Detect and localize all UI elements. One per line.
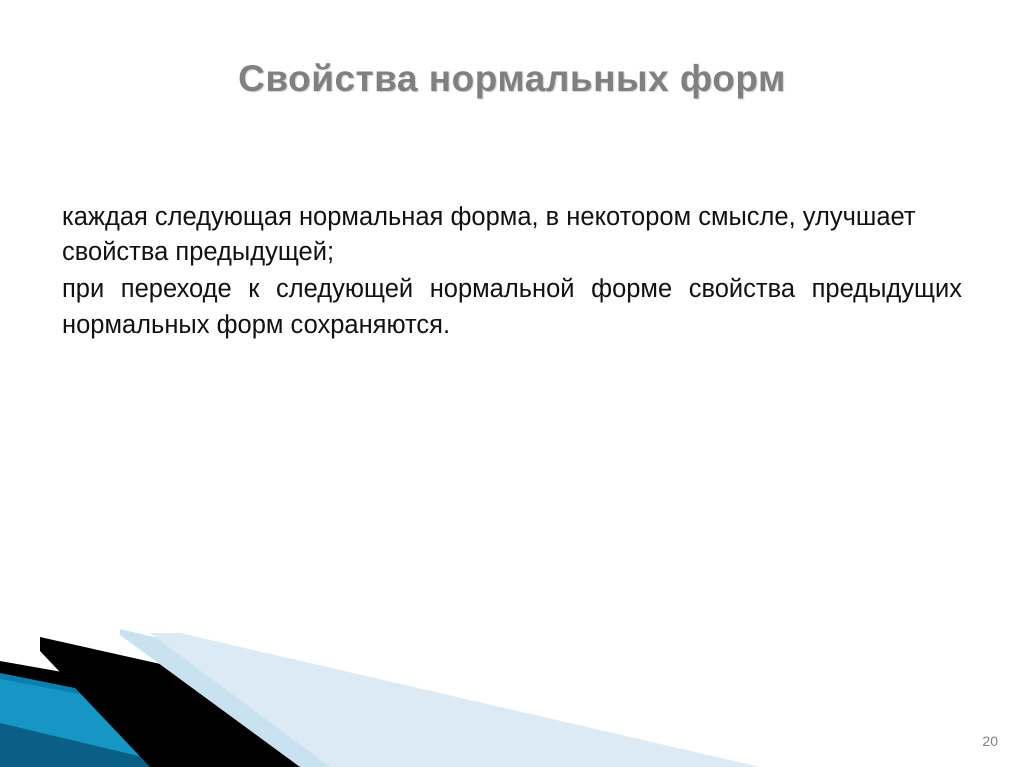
body-paragraph-1: каждая следующая нормальная форма, в некотором смысле, улучшает свойства предыдущей; (62, 203, 916, 267)
body-paragraph-2: при переходе к следующей нормальной форме свойства предыдущих нормальных форм сохраняются. (62, 275, 962, 339)
page-title: Свойства нормальных форм (238, 58, 786, 99)
slide-body (62, 200, 962, 345)
page-number: 20 (982, 733, 998, 749)
decorative-corner-graphic (0, 627, 1024, 767)
